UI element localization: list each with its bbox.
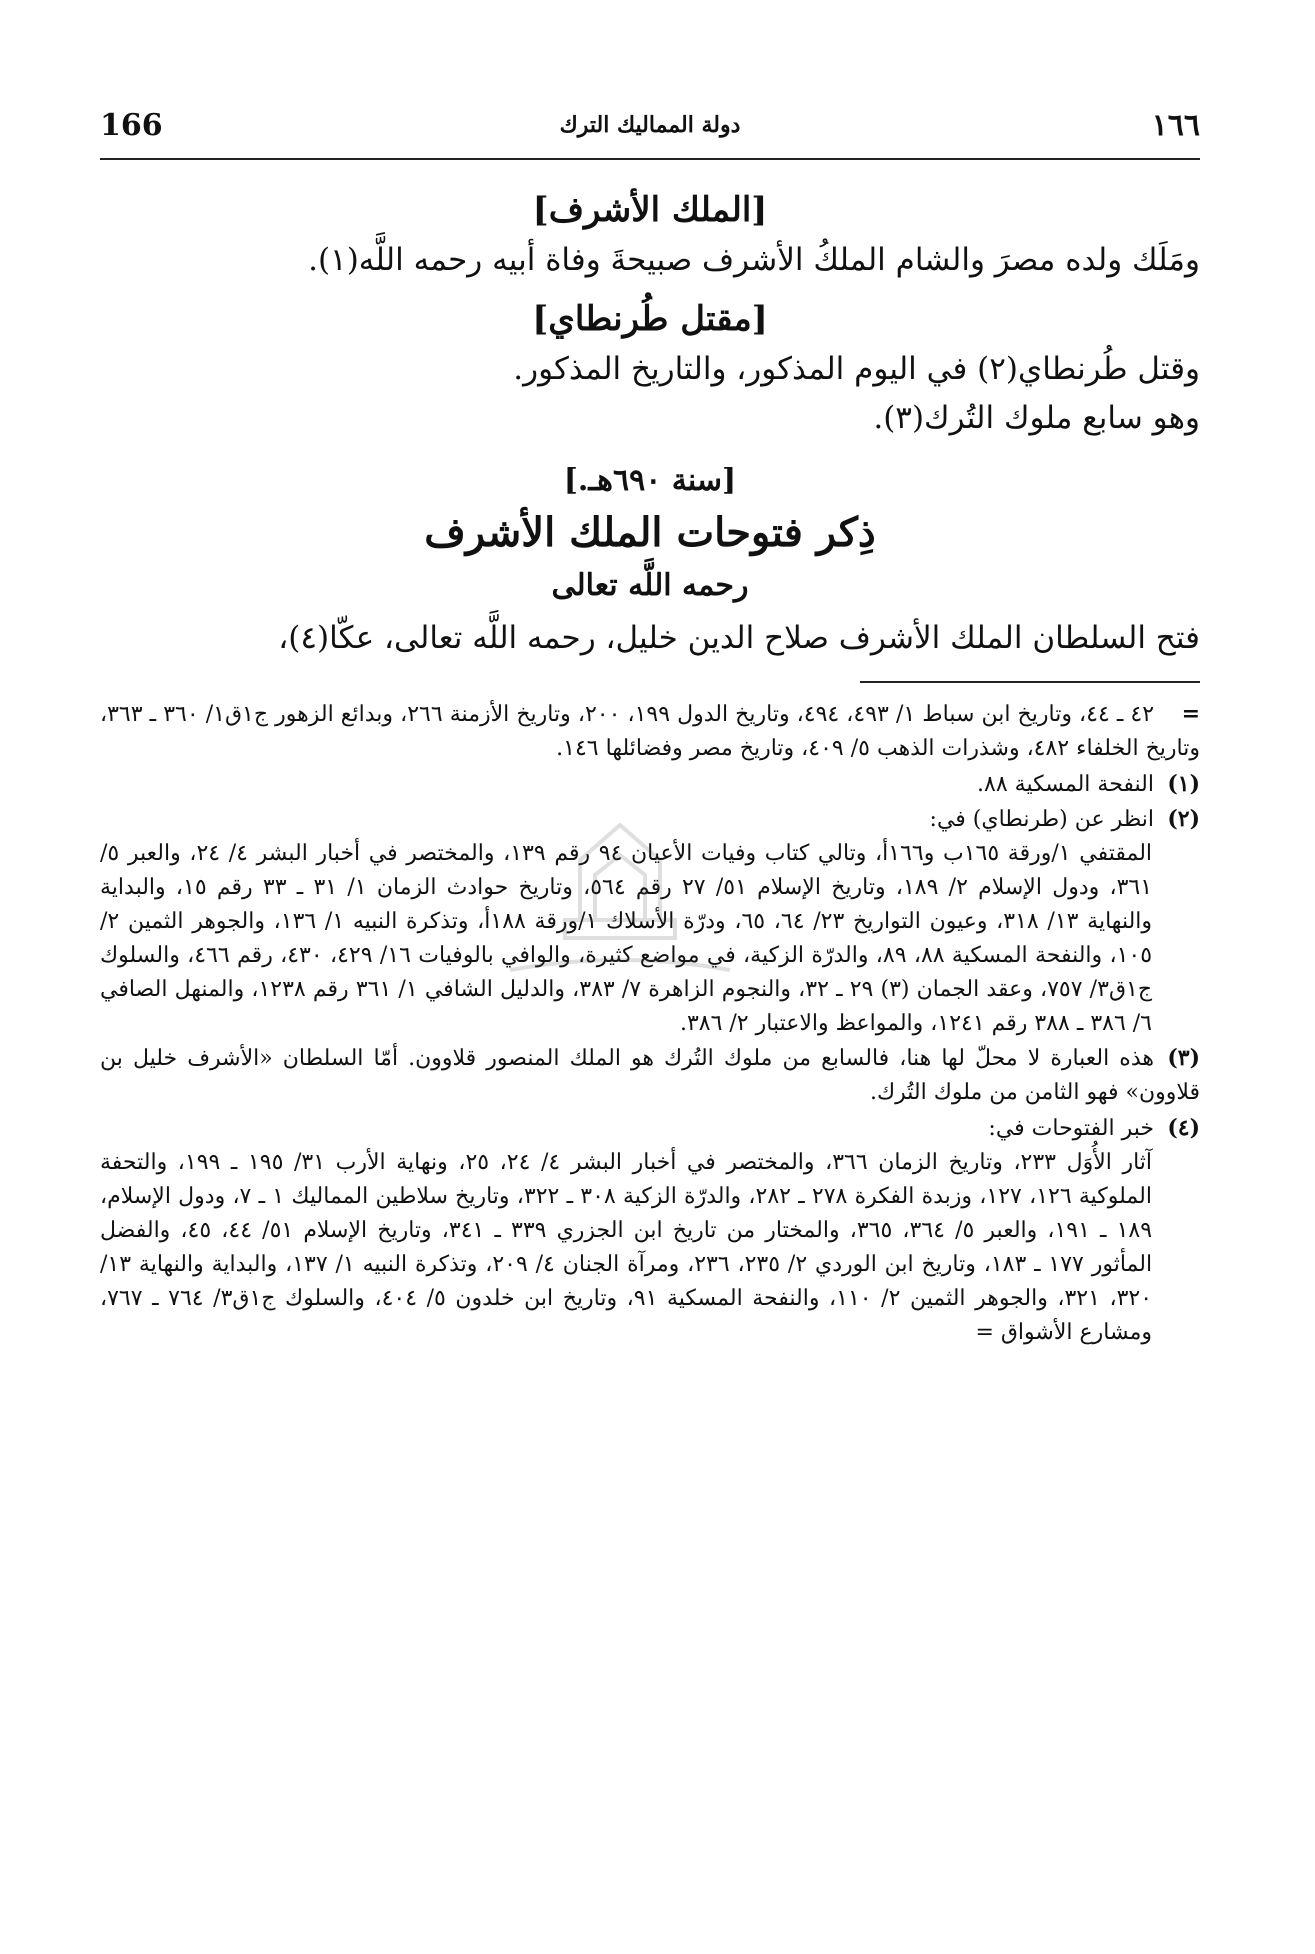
section-heading-ashraf: [الملك الأشرف]: [532, 190, 768, 230]
footnote-separator: [860, 681, 1200, 683]
footnote-mark: =: [1181, 701, 1201, 728]
section-paragraph: ومَلَك ولده مصرَ والشام الملكُ الأشرف صبيحةَ وفاة أبيه رحمه اللَّه(١).: [308, 242, 1200, 278]
footnote-continuation: [100, 1146, 1200, 1351]
main-paragraph: فتح السلطان الملك الأشرف صلاح الدين خليل، رحمه اللَّه تعالى، عكّا(٤)،: [278, 619, 1200, 656]
footnote-continuation: [100, 837, 1200, 1042]
footnote-text: خبر الفتوحات في:: [988, 1115, 1154, 1141]
section-paragraph: وهو سابع ملوك التُرك(٣).: [873, 400, 1200, 437]
footnote-text: انظر عن (طرنطاي) في:: [929, 806, 1154, 832]
page-number-arabic: ١٦٦: [1151, 108, 1200, 143]
page-number-latin: 166: [100, 108, 163, 143]
footnote-text: المقتفي ١/ورقة ١٦٥ب و١٦٦أ، وتالي كتاب وفيات الأعيان ٩٤ رقم ١٣٩، والمختصر في أخبار البشر ٤/ ٢٤، والعبر ٥/ ٣٦١، ودول الإسلام ٢/ ١٨٩، وتاريخ الإسلام ٥١/ ٢٧ رقم ٥٦٤، وتاريخ حوادث الزمان ١/ ٣١ ـ ٣٣ رقم ١٥، والبداية والنهاية ١٣/ ٣١٨، وعيون التواريخ ٢٣/ ٦٤، ٦٥، ودرّة الأسلاك ١/ورقة ١٨٨أ، وتذكرة النبيه ١/ ١٣٦، والجوهر الثمين ٢/ ١٠٥، والنفحة المسكية ٨٨، ٨٩، والدرّة الزكية، في مواضع كثيرة، والوافي بالوفيات ١٦/ ٤٢٩، ٤٣٠، رقم ٤٦٦، والسلوك ج١ق٣/ ٧٥٧، وعقد الجمان (٣) ٢٩ ـ ٣٢، والنجوم الزاهرة ٧/ ٣٨٣، والدليل الشافي ١/ ٣٦١ رقم ١٢٣٨، والمنهل الصافي ٦/ ٣٨٦ ـ ٣٨٨ رقم ١٢٤١، والمواعظ والاعتبار ٢/ ٣٨٦.: [100, 840, 1153, 1037]
footnote: [100, 1111, 1200, 1146]
chapter-title: ذِكر فتوحات الملك الأشرف: [424, 508, 876, 556]
footnote-mark: (٤): [1167, 1114, 1200, 1141]
footnote-mark: (٢): [1167, 805, 1200, 832]
footnote-text: النفحة المسكية ٨٨.: [977, 771, 1154, 797]
footnote: [100, 767, 1200, 802]
footnote-mark: (٣): [1167, 1045, 1200, 1072]
chapter-subtitle: رحمه اللَّه تعالى: [551, 567, 749, 603]
year-heading: [سنة ٦٩٠هـ.]: [563, 462, 737, 498]
footnotes: [100, 697, 1200, 1350]
running-title: دولة المماليك الترك: [559, 112, 741, 138]
footnote: [100, 697, 1200, 766]
section-heading-turuntay: [مقتل طُرنطاي]: [532, 298, 768, 339]
footnote-mark: (١): [1167, 770, 1200, 797]
footnote-text: هذه العبارة لا محلّ لها هنا، فالسابع من ملوك التُرك هو الملك المنصور قلاوون. أمّا السلطان «الأشرف خليل بن قلاوون» فهو الثامن من ملوك التُرك.: [100, 1046, 1200, 1106]
footnote-text: ٤٢ ـ ٤٤، وتاريخ ابن سباط ١/ ٤٩٣، ٤٩٤، وتاريخ الدول ١٩٩، ٢٠٠، وتاريخ الأزمنة ٢٦٦، وبدائع الزهور ج١ق١/ ٣٦٠ ـ ٣٦٣، وتاريخ الخلفاء ٤٨٢، وشذرات الذهب ٥/ ٤٠٩، وتاريخ مصر وفضائلها ١٤٦.: [100, 702, 1200, 762]
footnote-text: آثار الأُوَل ٢٣٣، وتاريخ الزمان ٣٦٦، والمختصر في أخبار البشر ٤/ ٢٤، ٢٥، ونهاية الأرب ٣١/ ١٩٥ ـ ١٩٩، والتحفة الملوكية ١٢٦، ١٢٧، وزبدة الفكرة ٢٧٨ ـ ٢٨٢، والدرّة الزكية ٣٠٨ ـ ٣٢٢، وتاريخ سلاطين المماليك ١ ـ ٧، ودول الإسلام، ١٨٩ ـ ١٩١، والعبر ٥/ ٣٦٤، ٣٦٥، والمختار من تاريخ ابن الجزري ٣٣٩ ـ ٣٤١، وتاريخ الإسلام ٥١/ ٤٤، ٤٥، والفضل المأثور ١٧٧ ـ ١٨٣، وتاريخ ابن الوردي ٢/ ٢٣٥، ٢٣٦، ومرآة الجنان ٤/ ٢٠٩، وتذكرة النبيه ١/ ١٣٧، والبداية والنهاية ١٣/ ٣٢٠، ٣٢١، والجوهر الثمين ٢/ ١١٠، والنفحة المسكية ٩١، وتاريخ ابن خلدون ٥/ ٤٠٤، والسلوك ج١ق٣/ ٧٦٤ ـ ٧٦٧، ومشارع الأشواق =: [100, 1149, 1153, 1346]
page-body: [100, 185, 1200, 1350]
footnote: [100, 1041, 1200, 1110]
footnote: [100, 802, 1200, 837]
section-paragraph: وقتل طُرنطاي(٢) في اليوم المذكور، والتاريخ المذكور.: [513, 350, 1200, 387]
page-header: [100, 108, 1200, 160]
